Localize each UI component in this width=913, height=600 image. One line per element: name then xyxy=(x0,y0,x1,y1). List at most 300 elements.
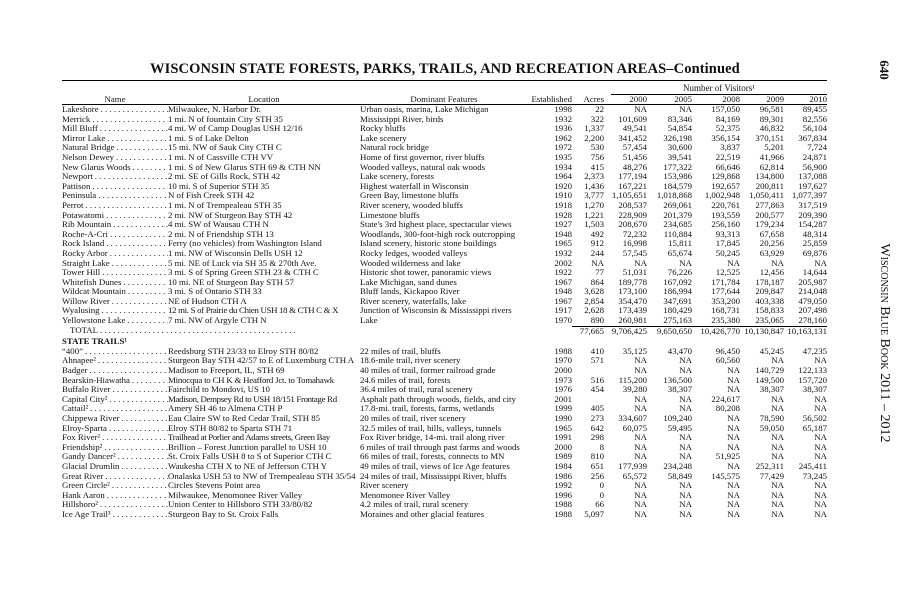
cell-2010: 367,834 xyxy=(798,132,827,143)
cell-2005: 65,674 xyxy=(667,247,692,258)
cell-2005: 30,600 xyxy=(667,142,692,153)
cell-features: 17.8-mi. trail, forests, farms, wetlands xyxy=(360,404,495,414)
cell-features: 24.6 miles of trail, forests xyxy=(360,375,451,385)
name-text: Rock Island xyxy=(62,239,105,249)
cell-2009: 1,050,411 xyxy=(749,190,784,201)
cell-2000: NA xyxy=(634,432,647,443)
name-text: Peninsula xyxy=(62,191,97,201)
table-row xyxy=(62,481,827,491)
cell-name xyxy=(62,163,168,173)
name-text: Glacial Drumlin xyxy=(62,461,120,471)
table-row xyxy=(62,316,827,326)
cell-location: Fairchild to Mondovi, US 10 xyxy=(168,385,270,395)
cell-2008: 1,002,948 xyxy=(704,190,740,201)
cell-established: 1999 xyxy=(554,404,572,414)
cell-acres: 454 xyxy=(590,385,604,395)
name-text: Nelson Dewey xyxy=(62,152,115,162)
cell-2010: NA xyxy=(814,508,827,519)
cell-2009: NA xyxy=(771,489,784,500)
header-2009: 2009 xyxy=(766,94,784,105)
cell-name xyxy=(62,249,168,259)
cell-established: 1936 xyxy=(554,124,572,134)
cell-2010: 317,519 xyxy=(798,199,827,210)
cell-2010: 209,390 xyxy=(798,209,827,220)
cell-established: 2001 xyxy=(554,394,572,404)
cell-established: 1996 xyxy=(554,490,572,500)
cell-2005: 167,092 xyxy=(663,276,692,287)
cell-location: 4 mi. SW of Wausau CTH N xyxy=(168,220,269,230)
table-row xyxy=(62,472,827,482)
cell-name xyxy=(62,278,168,288)
cell-name xyxy=(62,452,168,462)
cell-2008: 60,560 xyxy=(715,355,740,366)
cell-name xyxy=(62,366,168,376)
cell-2005: NA xyxy=(679,104,692,114)
cell-2010: 7,724 xyxy=(807,142,827,153)
cell-2010: NA xyxy=(814,499,827,510)
cell-2000: 260,981 xyxy=(618,315,647,326)
cell-2009: 277,863 xyxy=(755,199,784,210)
cell-established: 1927 xyxy=(554,220,572,230)
cell-2005: 186,994 xyxy=(663,286,692,297)
cell-2009: 77,429 xyxy=(759,470,784,481)
cell-2010: 122,133 xyxy=(798,365,827,376)
name-text: Buffalo River xyxy=(62,385,111,395)
name-text: Mill Bluff xyxy=(62,124,98,134)
cell-name xyxy=(62,316,168,326)
cell-established: 1989 xyxy=(554,452,572,462)
cell-2005: 15,811 xyxy=(668,238,692,249)
cell-name xyxy=(62,356,168,366)
cell-acres: 2,200 xyxy=(584,133,604,143)
cell-2009: NA xyxy=(771,451,784,462)
cell-2008: 256,160 xyxy=(711,219,740,230)
cell-features: Lake xyxy=(360,316,378,326)
cell-2009: NA xyxy=(771,441,784,452)
cell-2008: 157,050 xyxy=(711,104,740,114)
cell-established: 1934 xyxy=(554,162,572,172)
cell-name xyxy=(62,153,168,163)
cell-features: 24 miles of trail, Mississippi River, bluffs xyxy=(360,471,507,481)
total-acres: 77,665 xyxy=(572,326,604,336)
cell-2009: 252,311 xyxy=(755,460,784,471)
cell-2005: 269,061 xyxy=(663,199,692,210)
table-row xyxy=(62,433,827,443)
cell-features: Green Bay, limestone bluffs xyxy=(360,191,459,201)
cell-location: Minocqua to CH K & Heafford Jct. to Tomahawk xyxy=(168,375,334,385)
cell-acres: 864 xyxy=(590,277,604,287)
cell-2008: 3,837 xyxy=(720,142,740,153)
cell-2000: 60,075 xyxy=(622,422,647,433)
cell-acres: 415 xyxy=(590,162,604,172)
cell-2010: 56,502 xyxy=(802,413,827,423)
cell-2005: 110,884 xyxy=(663,228,692,239)
cell-established: 1948 xyxy=(554,287,572,297)
cell-acres: 651 xyxy=(590,461,604,471)
cell-features: State's 3rd highest place, spectacular views xyxy=(360,220,512,230)
running-head: Wisconsin Blue Book 2011 – 2012 xyxy=(877,243,892,443)
cell-2009: NA xyxy=(771,499,784,510)
cell-2008: 192,657 xyxy=(711,180,740,191)
cell-location: 2 mi. N of Friendship STH 13 xyxy=(168,229,274,239)
cell-2000: NA xyxy=(634,104,647,114)
cell-2010: 214,048 xyxy=(798,286,827,297)
table-row xyxy=(62,366,827,376)
cell-established: 1918 xyxy=(554,200,572,210)
cell-2000: 167,221 xyxy=(618,180,647,191)
cell-features: Woodlands, 300-foot-high rock outcropping xyxy=(360,229,516,239)
table-row xyxy=(62,105,827,115)
cell-2009: 140,729 xyxy=(755,365,784,376)
cell-2005: NA xyxy=(679,355,692,366)
cell-name xyxy=(62,510,168,520)
cell-name xyxy=(62,287,168,297)
cell-name xyxy=(62,472,168,482)
cell-acres: 1,337 xyxy=(584,124,604,134)
total-label xyxy=(62,326,572,336)
name-text: Lakeshore xyxy=(62,105,99,114)
cell-2010: 278,160 xyxy=(798,315,827,326)
cell-features: Bluff lands, Kickapoo River xyxy=(360,287,460,297)
name-text: Green Circle² xyxy=(62,481,110,491)
cell-name xyxy=(62,347,168,357)
header-2005: 2005 xyxy=(674,94,692,105)
cell-location: Union Center to Hillsboro STH 33/80/82 xyxy=(168,500,313,510)
cell-features: 6 miles of trail through past farms and woods xyxy=(360,442,520,452)
cell-2009: 235,065 xyxy=(755,315,784,326)
cell-name xyxy=(62,443,168,453)
cell-location: 1 mi. N of fountain City STH 35 xyxy=(168,114,283,124)
cell-2000: 208,537 xyxy=(618,199,647,210)
cell-2005: 177,322 xyxy=(663,161,692,172)
cell-2008: NA xyxy=(727,441,740,452)
cell-acres: 77 xyxy=(595,268,604,278)
cell-2009: 149,500 xyxy=(755,374,784,385)
cell-acres: 410 xyxy=(590,346,604,356)
cell-2008: 220,761 xyxy=(711,199,740,210)
cell-location: N of Fish Creek STH 42 xyxy=(168,191,255,201)
name-text: Whitefish Dunes xyxy=(62,277,122,287)
cell-features: Wooded valleys, natural oak woods xyxy=(360,162,486,172)
recreation-areas-table xyxy=(62,94,827,520)
cell-name xyxy=(62,201,168,211)
cell-2010: NA xyxy=(814,393,827,404)
name-text: Merrick xyxy=(62,114,91,124)
cell-acres: 256 xyxy=(590,471,604,481)
cell-acres: 571 xyxy=(590,356,604,366)
cell-acres: 1,221 xyxy=(584,210,604,220)
table-row xyxy=(62,134,827,144)
cell-2008: 96,450 xyxy=(715,345,740,356)
header-2000: 2000 xyxy=(629,94,647,105)
total-y2000: 9,706,425 xyxy=(604,326,647,336)
cell-name xyxy=(62,191,168,201)
cell-acres: 890 xyxy=(590,316,604,326)
cell-location: Milwaukee, N. Harbor Dr. xyxy=(168,105,261,114)
cell-features: Lake scenery xyxy=(360,133,407,143)
title-rule xyxy=(62,80,827,81)
cell-location: Sturgeon Bay to St. Croix Falls xyxy=(168,509,279,519)
cell-2010: 14,644 xyxy=(802,267,827,278)
table-row xyxy=(62,376,827,386)
cell-2008: 168,731 xyxy=(711,305,740,316)
cell-acres: 0 xyxy=(599,481,604,491)
cell-2010: 479,050 xyxy=(798,295,827,306)
cell-name xyxy=(62,182,168,192)
cell-2008: 80,208 xyxy=(715,403,740,414)
total-row xyxy=(62,326,827,336)
cell-2008: 22,519 xyxy=(715,151,740,162)
cell-2000: 341,452 xyxy=(618,132,647,143)
cell-acres: 2,373 xyxy=(584,172,604,182)
cell-2009: 158,833 xyxy=(755,305,784,316)
cell-2010: 197,627 xyxy=(798,180,827,191)
cell-2009: 45,245 xyxy=(759,345,784,356)
cell-established: 1988 xyxy=(554,509,572,519)
cell-2008: 235,380 xyxy=(711,315,740,326)
cell-2000: 228,909 xyxy=(618,209,647,220)
cell-acres: 810 xyxy=(590,452,604,462)
cell-2000: 39,280 xyxy=(622,384,647,395)
name-text: “400” xyxy=(62,346,84,356)
table-row xyxy=(62,115,827,125)
name-text: Wyalusing xyxy=(62,306,100,316)
cell-2000: 334,607 xyxy=(618,413,647,423)
cell-name xyxy=(62,481,168,491)
cell-location: Sturgeon Bay STH 42/57 to E of Luxemburg CTH A xyxy=(168,355,355,366)
cell-2005: 201,379 xyxy=(663,209,692,220)
cell-features: Junction of Wisconsin & Mississippi rivers xyxy=(360,306,512,316)
cell-acres: 516 xyxy=(590,375,604,385)
cell-features: Menomonee River Valley xyxy=(360,490,451,500)
cell-2008: NA xyxy=(727,508,740,519)
cell-2009: 20,256 xyxy=(759,238,784,249)
cell-acres: NA xyxy=(591,258,604,268)
cell-name xyxy=(62,105,168,115)
table-row xyxy=(62,249,827,259)
cell-2009: 89,301 xyxy=(759,113,784,124)
cell-location: NE of Hudson CTH A xyxy=(168,296,247,306)
cell-name xyxy=(62,172,168,182)
cell-2009: NA xyxy=(771,403,784,414)
name-text: Straight Lake xyxy=(62,258,110,268)
total-y2005: 9,650,650 xyxy=(647,326,692,336)
cell-2008: NA xyxy=(727,374,740,385)
cell-2009: 209,847 xyxy=(755,286,784,297)
cell-2008: 353,200 xyxy=(711,295,740,306)
header-location: Location xyxy=(248,94,280,105)
cell-2000: 173,439 xyxy=(618,305,647,316)
page-number: 640 xyxy=(877,60,892,80)
cell-established: 1988 xyxy=(554,346,572,356)
cell-established: 1928 xyxy=(554,210,572,220)
table-row xyxy=(62,259,827,269)
table-row xyxy=(62,414,827,424)
cell-2009: 46,832 xyxy=(759,123,784,134)
cell-features: Urban oasis, marina, Lake Michigan xyxy=(360,105,489,114)
cell-established: 1935 xyxy=(554,152,572,162)
cell-features: Asphalt path through woods, fields, and city xyxy=(360,394,516,404)
cell-features: Island scenery, historic stone buildings xyxy=(360,239,497,249)
cell-2010: NA xyxy=(814,432,827,443)
cell-2010: NA xyxy=(814,451,827,462)
cell-location: Eau Claire SW to Red Cedar Trail, STH 85 xyxy=(168,414,321,423)
cell-2010: 24,871 xyxy=(802,151,827,162)
cell-acres: 322 xyxy=(590,114,604,124)
cell-location: 15 mi. NW of Sauk City CTH C xyxy=(168,143,282,153)
cell-features: Historic shot tower, panoramic views xyxy=(360,268,492,278)
cell-2008: NA xyxy=(727,413,740,423)
table-row xyxy=(62,220,827,230)
name-text: Chippewa River xyxy=(62,414,120,423)
cell-2005: 234,685 xyxy=(663,219,692,230)
cell-name xyxy=(62,259,168,269)
name-text: Elroy-Sparta xyxy=(62,423,107,433)
cell-acres: 492 xyxy=(590,229,604,239)
cell-location: 1 mi. NW of Wisconsin Dells USH 12 xyxy=(168,248,303,258)
name-text: Capital City² xyxy=(62,394,108,404)
cell-2010: 205,987 xyxy=(798,276,827,287)
table-row xyxy=(62,239,827,249)
cell-2009: 179,234 xyxy=(755,219,784,230)
cell-location: Ferry (no vehicles) from Washington Island xyxy=(168,239,322,249)
cell-location: 3 mi. S of Spring Green STH 23 & CTH C xyxy=(168,268,319,278)
name-text: Natural Bridge xyxy=(62,143,115,153)
cell-2010: 65,187 xyxy=(802,422,827,433)
cell-2005: NA xyxy=(679,393,692,404)
cell-features: Home of first governor, river bluffs xyxy=(360,152,485,162)
cell-2009: NA xyxy=(771,393,784,404)
cell-acres: 2,854 xyxy=(584,296,604,306)
cell-name xyxy=(62,404,168,414)
cell-2010: 207,498 xyxy=(798,305,827,316)
table-row xyxy=(62,510,827,520)
total-y2010: 10,163,131 xyxy=(784,326,827,336)
cell-features: 66 miles of trail, forests, connects to MN xyxy=(360,452,505,462)
name-text: New Glarus Woods xyxy=(62,162,131,172)
cell-acres: 912 xyxy=(590,239,604,249)
cell-2000: 208,670 xyxy=(618,219,647,230)
cell-location: 1 mi. S of Lake Delton xyxy=(168,133,249,143)
cell-established: 1932 xyxy=(554,114,572,124)
cell-2005: NA xyxy=(679,489,692,500)
cell-name xyxy=(62,395,168,405)
cell-name xyxy=(62,124,168,134)
cell-2010: 82,556 xyxy=(802,113,827,124)
cell-2010: 1,077,397 xyxy=(791,190,827,201)
cell-name xyxy=(62,462,168,472)
cell-2000: NA xyxy=(634,355,647,366)
table-row xyxy=(62,356,827,366)
cell-location: 12 mi. S of Prairie du Chien USH 18 & CTH C & X xyxy=(168,306,339,316)
cell-established: 1967 xyxy=(554,277,572,287)
cell-2009: 67,658 xyxy=(759,228,784,239)
trails-heading-row xyxy=(62,336,827,347)
cell-2000: 49,541 xyxy=(622,123,647,134)
cell-2005: NA xyxy=(679,441,692,452)
cell-name xyxy=(62,491,168,501)
cell-acres: 22 xyxy=(595,105,604,114)
cell-2009: 38,307 xyxy=(759,384,784,395)
cell-2005: NA xyxy=(679,432,692,443)
cell-location: Madison, Dempsey Rd to USH 18/151 Frontage Rd xyxy=(168,394,337,404)
cell-2008: 177,644 xyxy=(711,286,740,297)
cell-established: 1964 xyxy=(554,172,572,182)
cell-features: River scenery, waterfalls, lake xyxy=(360,296,467,306)
cell-2009: 178,187 xyxy=(755,276,784,287)
cell-location: Brillion – Forest Junction parallel to USH 10 xyxy=(168,442,327,452)
cell-2010: 38,307 xyxy=(802,384,827,395)
header-2008: 2008 xyxy=(722,94,740,105)
cell-location: Onalaska USH 53 to NW of Trempealeau STH 35/54 xyxy=(168,470,356,481)
table-row xyxy=(62,452,827,462)
cell-established: 1991 xyxy=(554,433,572,443)
cell-2000: 1,105,651 xyxy=(611,190,647,201)
total-label-text: TOTAL xyxy=(70,326,98,336)
cell-features: 32.5 miles of trail, hills, valleys, tunnels xyxy=(360,423,502,433)
cell-2010: NA xyxy=(814,403,827,414)
cell-2005: NA xyxy=(679,508,692,519)
cell-acres xyxy=(572,366,604,376)
cell-2005: 180,429 xyxy=(663,305,692,316)
cell-2005: 76,226 xyxy=(667,267,692,278)
cell-2008: 224,617 xyxy=(711,393,740,404)
cell-2005: 109,240 xyxy=(663,413,692,423)
cell-2009: 370,151 xyxy=(755,132,784,143)
cell-2010: 89,455 xyxy=(802,104,827,114)
cell-established: 1986 xyxy=(554,471,572,481)
cell-location: 1 mi. N of Trempealeau STH 35 xyxy=(168,200,282,210)
cell-2010: 73,245 xyxy=(802,470,827,481)
cell-established: 1922 xyxy=(554,268,572,278)
total-y2009: 10,130,847 xyxy=(740,326,784,336)
cell-established: 1998 xyxy=(554,105,572,114)
cell-location: 1 mi. S of New Glarus STH 69 & CTH NN xyxy=(168,162,321,172)
name-text: Mirror Lake xyxy=(62,133,106,143)
cell-established: 1917 xyxy=(554,306,572,316)
cell-features: 36.4 miles of trail, rural scenery xyxy=(360,385,473,395)
cell-2010: NA xyxy=(814,257,827,268)
cell-name xyxy=(62,414,168,424)
table-row xyxy=(62,153,827,163)
cell-2009: 63,929 xyxy=(759,247,784,258)
cell-established: 1988 xyxy=(554,500,572,510)
total-y2008: 10,426,770 xyxy=(692,326,740,336)
name-text: Roche-A-Cri xyxy=(62,229,108,239)
cell-location: 5 mi. NE of Luck via SH 35 & 270th Ave. xyxy=(168,258,317,268)
visitors-header: Number of Visitors¹ xyxy=(683,83,755,93)
cell-acres: 66 xyxy=(595,500,604,510)
cell-2010: NA xyxy=(814,480,827,491)
cell-2008: NA xyxy=(727,499,740,510)
cell-name xyxy=(62,239,168,249)
cell-established: 2002 xyxy=(554,258,572,268)
table-row xyxy=(62,395,827,405)
cell-features: Wooded wilderness and lake xyxy=(360,258,461,268)
cell-2008: 51,925 xyxy=(715,451,740,462)
cell-name xyxy=(62,385,168,395)
cell-location: 2 mi. NW of Sturgeon Bay STH 42 xyxy=(168,210,293,220)
cell-2000: NA xyxy=(634,499,647,510)
name-text: Hillsboro² xyxy=(62,500,98,510)
cell-established: 1962 xyxy=(554,133,572,143)
cell-acres xyxy=(572,395,604,405)
cell-2008: 171,784 xyxy=(711,276,740,287)
cell-2005: 39,541 xyxy=(667,151,692,162)
cell-2010: NA xyxy=(814,441,827,452)
cell-location: Reedsburg STH 23/33 to Elroy STH 80/82 xyxy=(168,346,319,356)
cell-2008: 50,245 xyxy=(715,247,740,258)
